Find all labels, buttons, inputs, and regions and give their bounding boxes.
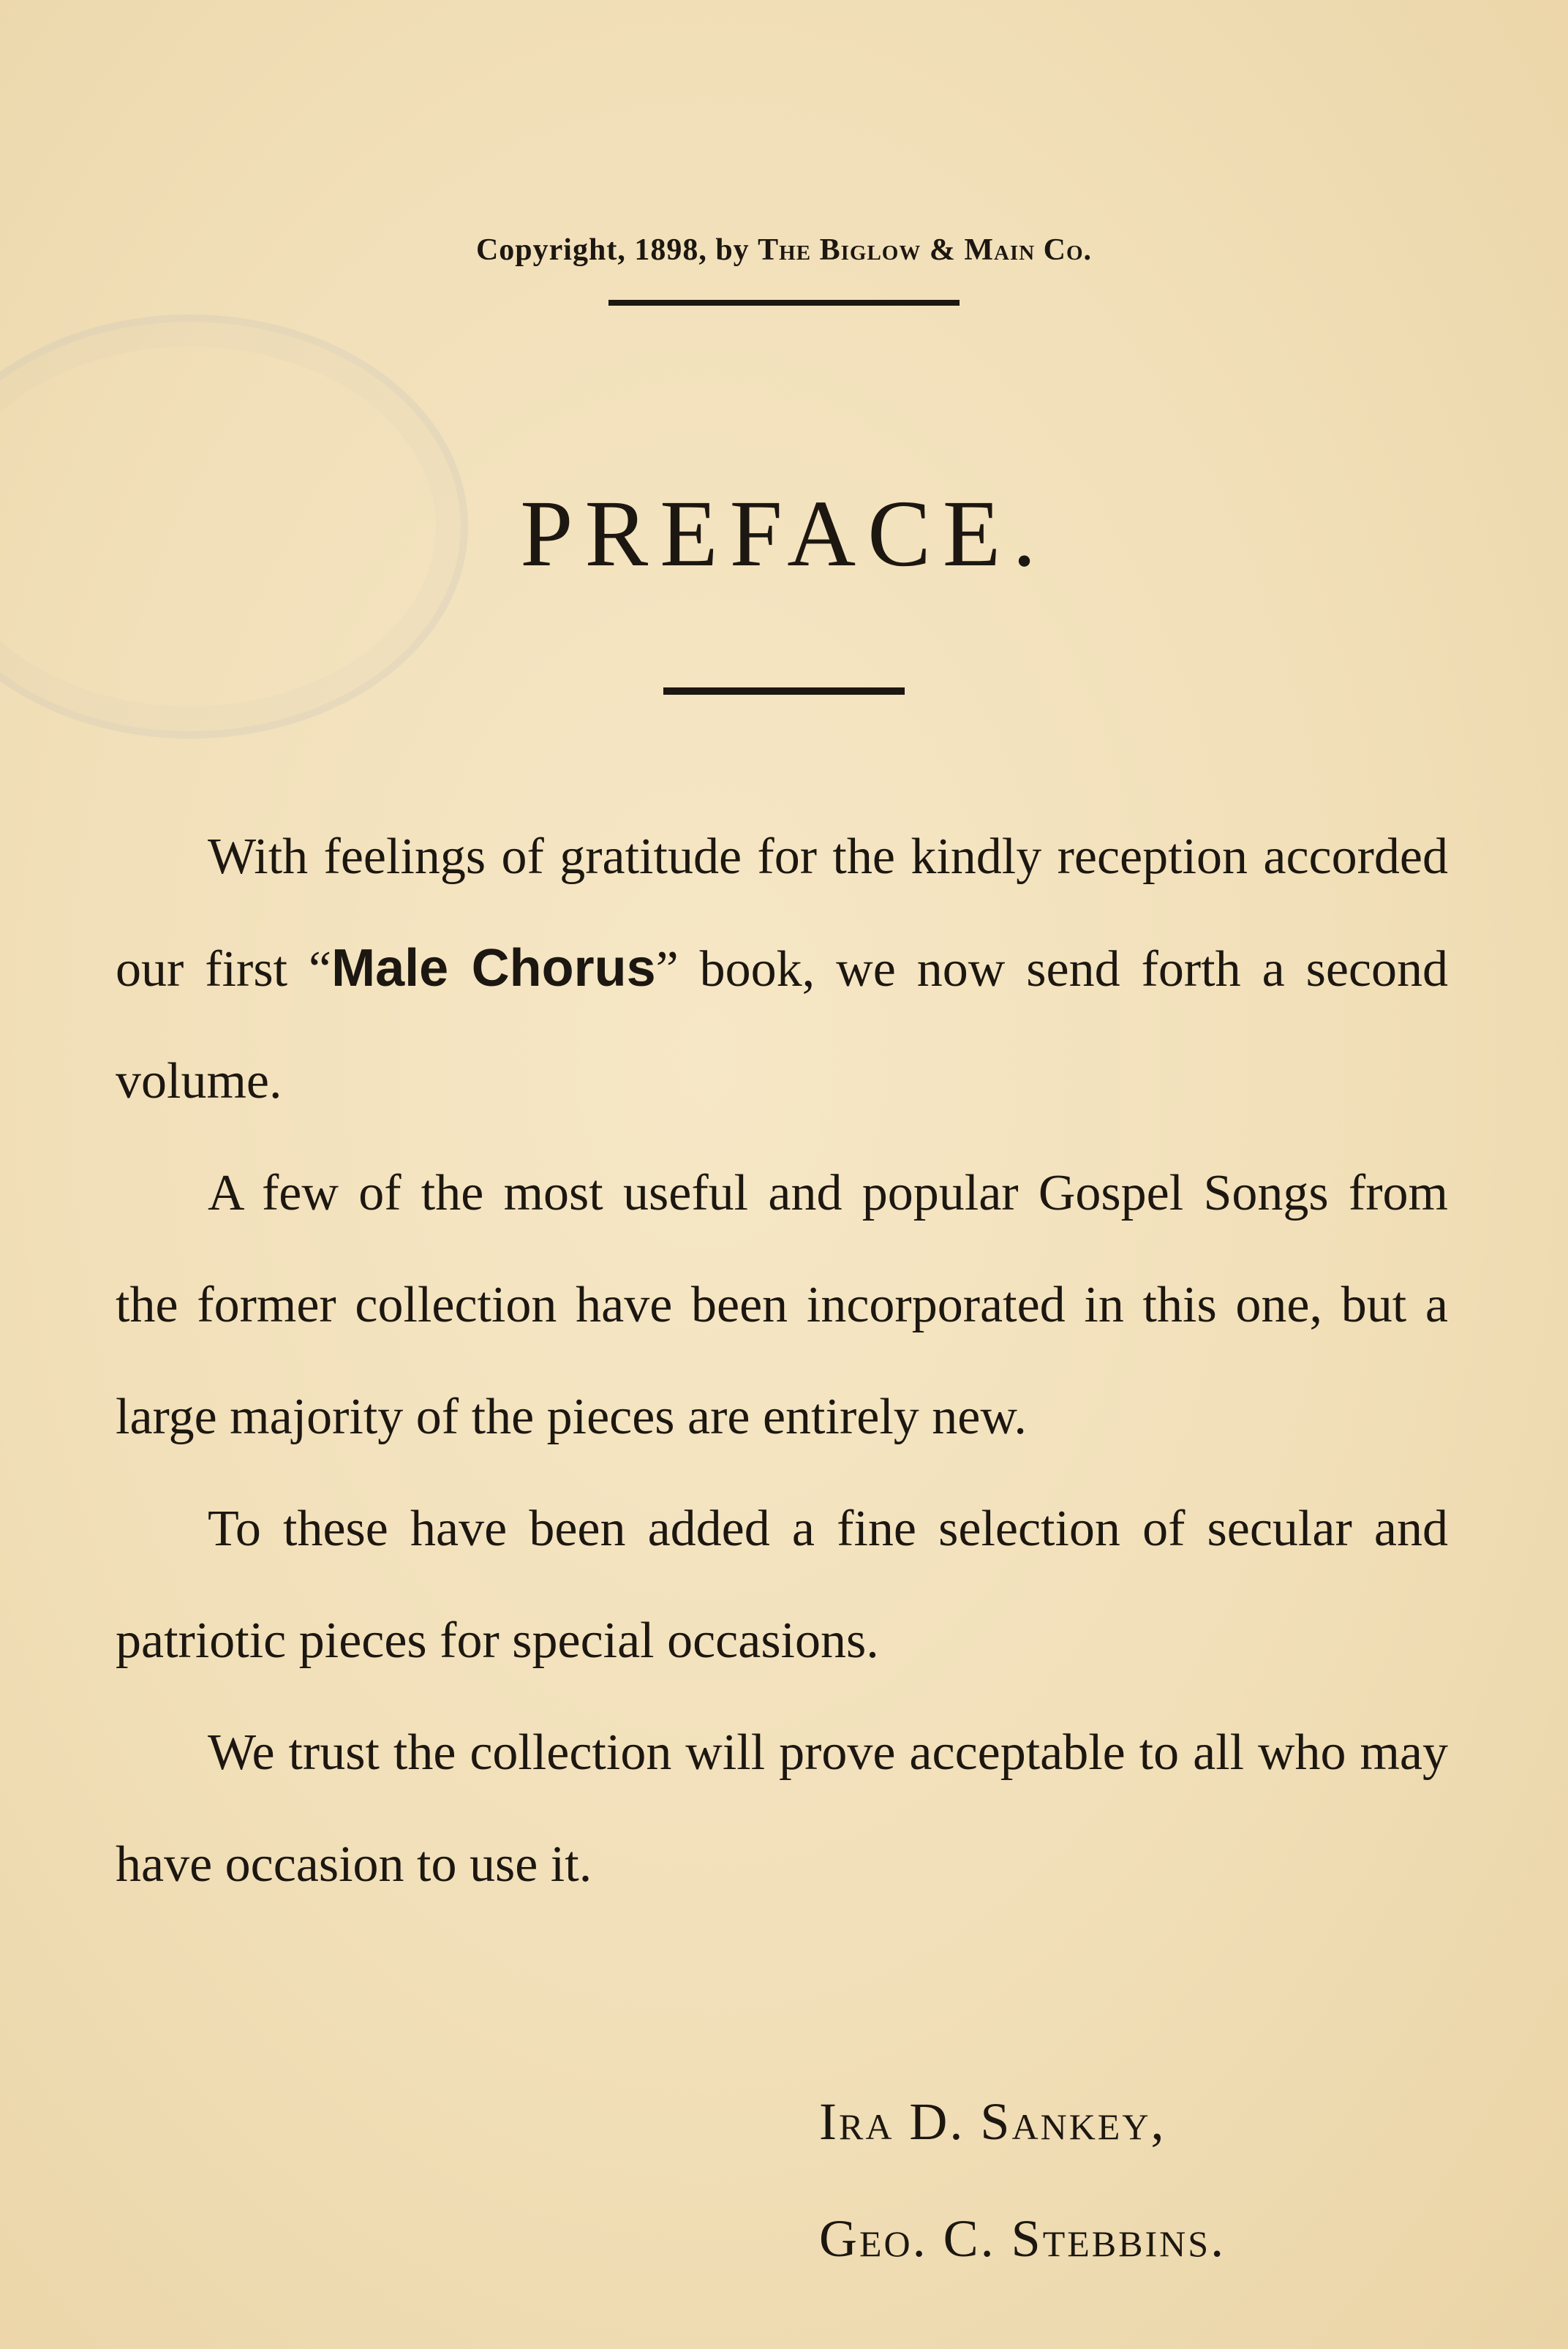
page-title: PREFACE.: [520, 481, 1048, 587]
paragraph-4: We trust the collection will prove acceptable to all who may have occasion to use it.: [116, 1724, 1448, 1893]
signature-sankey: Ira D. Sankey,: [819, 2092, 1166, 2151]
open-quote: “: [309, 941, 332, 998]
signature-stebbins: Geo. C. Stebbins.: [819, 2209, 1226, 2268]
paragraph-1-after: book, we now send forth a second volume.: [116, 941, 1448, 1109]
copyright-prefix: Copyright, 1898, by: [475, 233, 758, 267]
close-quote: ”: [655, 941, 679, 998]
paragraph-2: A few of the most useful and popular Gospel Songs from the former collection have been incorporated in this one, but a large majority of the pieces are entirely new.: [116, 1165, 1448, 1445]
book-title: Male Chorus: [331, 939, 656, 998]
paragraph-3: To these have been added a fine selection of secular and patriotic pieces for special occasions.: [116, 1501, 1448, 1669]
copyright-publisher: The Biglow & Main Co.: [758, 233, 1093, 267]
paragraph-1-before: With feelings of gratitude for the kindly reception accorded our first: [116, 829, 1448, 998]
paragraph-1: [116, 801, 1448, 1137]
title-divider: [663, 687, 905, 695]
preface-body: [116, 801, 1448, 1920]
copyright-line: [0, 233, 1568, 268]
top-divider: [608, 300, 960, 306]
